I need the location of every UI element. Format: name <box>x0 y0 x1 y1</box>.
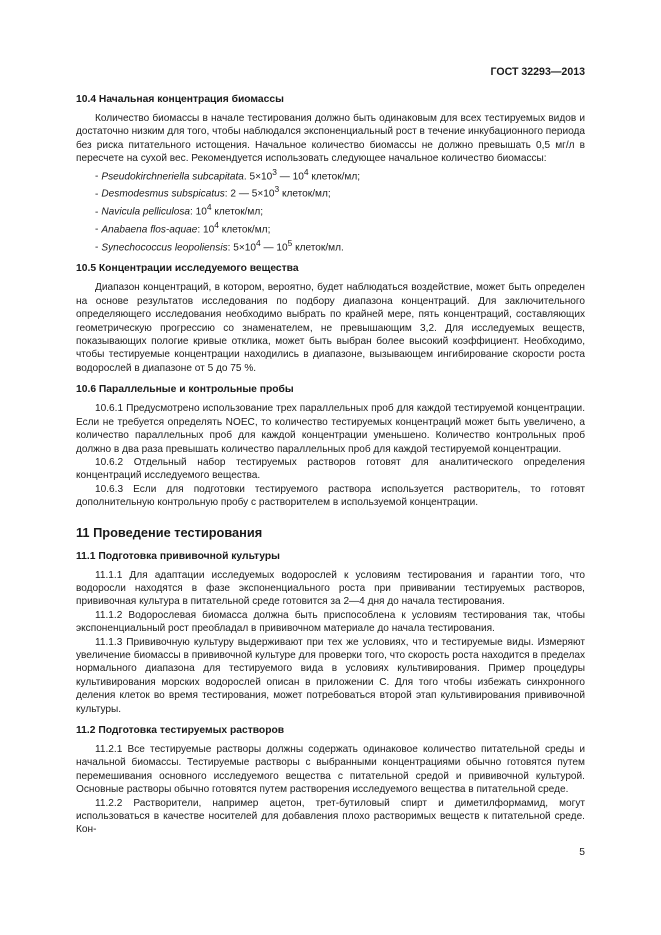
document-header: ГОСТ 32293—2013 <box>490 66 585 78</box>
section-10-4 <box>76 93 585 254</box>
paragraph: 11.1.2 Водорослевая биомасса должна быть приспособлена к условиям тестирования так, чтобы экспоненциальный рост преобладал в прививочном материале до начала тестирования. <box>76 609 585 635</box>
section-10-5 <box>76 262 585 375</box>
paragraph: 10.6.3 Если для подготовки тестируемого раствора используется растворитель, то готовят дополнительную контрольную пробу с растворителем в используемой концентрации. <box>76 483 585 509</box>
species-item: - Navicula pelliculosa: $10^4$ клеток/мл; <box>95 202 264 218</box>
species-name: Desmodesmus subspicatus <box>101 188 225 200</box>
paragraph: 11.2.1 Все тестируемые растворы должны содержать одинаковое количество питательной среды и начальной биомассы. Тестируемые растворы с выбранными концентрациями обычно готовятся путем перемешивания основного исследуемого вещества с питательной средой и прививочной культурой. Основные растворы обычно готовятся путем растворения исследуемого вещества в питательной среде. <box>76 744 585 796</box>
paragraph: 10.6.1 Предусмотрено использование трех параллельных проб для каждой тестируемой концентрации. Если не требуется определять NOEC, то количество тестируемых концентраций может быть увеличено, а количество параллельных проб для каждой концентрации уменьшено. Количество контрольных проб должно в два раза превышать количество параллельных проб для каждой тестируемой концентрации. <box>76 403 585 455</box>
section-10-6 <box>76 383 585 509</box>
paragraph: Количество биомассы в начале тестирования должно быть одинаковым для всех тестируемых видов и достаточно низким для того, чтобы наблюдался экспоненциальный рост в течение инкубационного периода без риска питательного истощения. Начальное количество биомассы не должно превышать 0,5 мг/л в пересчете на сухой вес. Рекомендуется использовать следующее начальное количество биомассы: <box>76 113 585 165</box>
page-number: 5 <box>579 847 585 858</box>
species-item: - Desmodesmus subspicatus: 2 — $5\times 10^3$ клеток/мл; <box>95 184 331 200</box>
species-name: Navicula pelliculosa <box>101 206 191 218</box>
section-heading: 11.2 Подготовка тестируемых растворов <box>76 725 285 737</box>
species-name: Pseudokirchneriella subcapitata <box>101 170 244 182</box>
paragraph: 11.2.2 Растворители, например ацетон, трет-бутиловый спирт и диметилформамид, могут использоваться в качестве носителей для добавления плохо растворимых веществ к питательной среде. Кон- <box>76 797 585 836</box>
paragraph: Диапазон концентраций, в котором, вероятно, будет наблюдаться воздействие, может быть определен на основе результатов исследования по подбору диапазона концентраций. Для заключительного определяющего исследования необходимо выбрать по крайней мере, пять концентраций, составляющих геометрическую прогрессию со знаменателем, не превышающим 3,2. Для исследуемых веществ, показывающих пологие кривые отклика, может быть выбран более высокий коэффициент. Необходимо, чтобы тестируемые концентрации находились в диапазоне, вызывающем ингибирование скорости роста водорослей в диапазоне от 5 до 75 %. <box>76 282 585 374</box>
section-heading: 10.4 Начальная концентрация биомассы <box>76 94 284 105</box>
species-name: Anabaena flos-aquae <box>101 224 198 236</box>
section-heading: 11.1 Подготовка прививочной культуры <box>76 550 280 562</box>
chapter-heading: 11 Проведение тестирования <box>76 524 263 540</box>
species-item: - Anabaena flos-aquae: $10^4$ клеток/мл; <box>95 219 271 236</box>
paragraph: 11.1.3 Прививочную культуру выдерживают при тех же условиях, что и тестируемые виды. Измеряют увеличение биомассы в прививочной культуре для проверки того, что скорость роста находится в пределах нормального диапазона для тестируемого вида в условиях культивирования. Пример процедуры культивирования морских водорослей описан в приложении С. Для того чтобы избежать синхронного деления клеток во время тестирования, может потребоваться второй этап культивирования прививочной культуры. <box>76 636 585 715</box>
section-heading: 10.6 Параллельные и контрольные пробы <box>76 384 294 396</box>
species-item: - Synechococcus leopoliensis: $5\times 10^4$ — $10^5$ клеток/мл. <box>95 237 344 254</box>
document-body <box>76 93 585 837</box>
section-11-1 <box>76 550 585 716</box>
section-11-2 <box>76 724 585 837</box>
paragraph: 11.1.1 Для адаптации исследуемых водорослей к условиям тестирования и гарантии того, что водоросли находятся в фазе экспоненциального роста при прививании тестируемых растворов, прививочная культура в питательной среде готовится за 2—4 дня до начала тестирования. <box>76 569 585 608</box>
paragraph: 10.6.2 Отдельный набор тестируемых растворов готовят для аналитического определения концентраций исследуемого вещества. <box>76 456 585 482</box>
species-name: Synechococcus leopoliensis <box>101 242 228 254</box>
section-heading: 10.5 Концентрации исследуемого вещества <box>76 263 299 275</box>
species-list <box>76 166 585 255</box>
species-item: - Pseudokirchneriella subcapitata. $5\times 10^3$ — $10^4$ клеток/мл; <box>95 166 361 182</box>
